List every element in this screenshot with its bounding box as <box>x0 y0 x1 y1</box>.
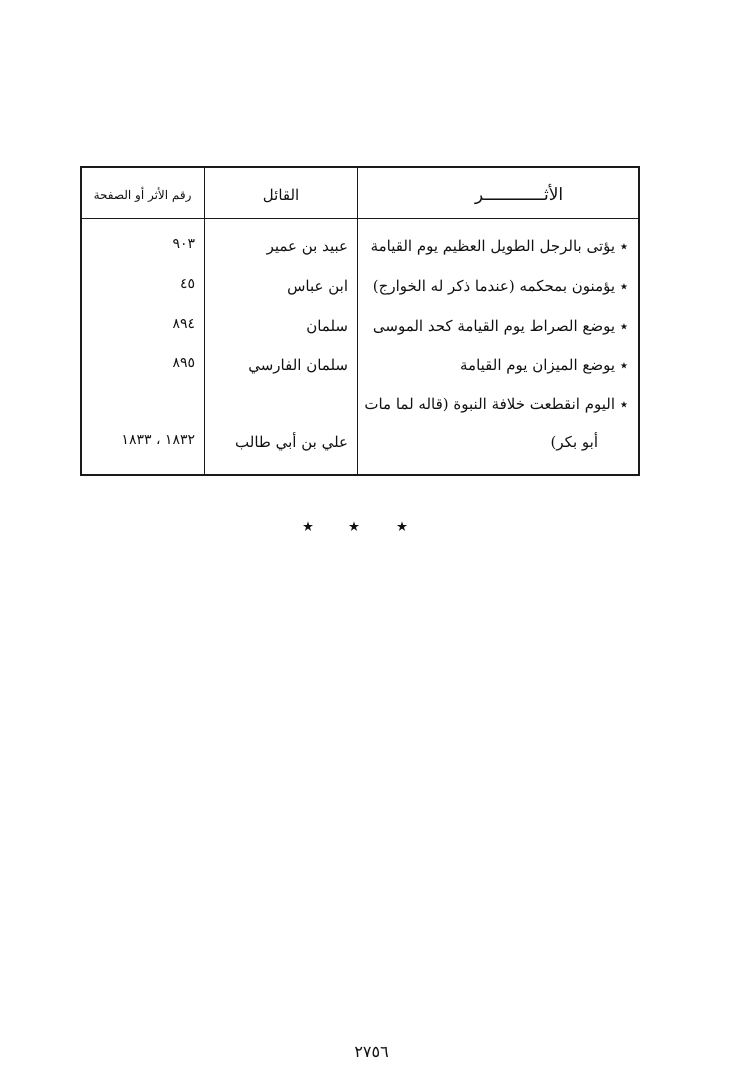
row-qail: عبيد بن عمير <box>266 237 348 255</box>
row-page: ٤٥ <box>179 276 195 292</box>
row-qail: سلمان <box>306 317 348 335</box>
row-qail: سلمان الفارسي <box>248 356 348 374</box>
header-rule <box>82 218 638 219</box>
row-page: ٨٩٥ <box>172 355 195 371</box>
column-divider <box>357 168 358 474</box>
row-athar-continuation: أبو بكر) <box>550 433 598 451</box>
separator-star: ٭ <box>348 514 360 539</box>
row-athar: ٭ يوضع الميزان يوم القيامة <box>460 356 628 374</box>
separator-star: ٭ <box>302 514 314 539</box>
row-qail: ابن عباس <box>287 277 348 295</box>
row-athar: ٭ اليوم انقطعت خلافة النبوة (قاله لما مات <box>364 395 628 413</box>
header-page-number: رقم الأثر أو الصفحة <box>93 188 192 202</box>
row-page: ٩٠٣ <box>172 236 195 252</box>
separator-star: ٭ <box>396 514 408 539</box>
row-athar: ٭ يؤتى بالرجل الطويل العظيم يوم القيامة <box>370 237 628 255</box>
row-athar: ٭ يوضع الصراط يوم القيامة كحد الموسى <box>372 317 628 335</box>
row-athar: ٭ يؤمنون بمحكمه (عندما ذكر له الخوارج) <box>372 277 628 295</box>
page-number: ٢٧٥٦ <box>354 1042 389 1061</box>
header-athar: الأثــــــــــــر <box>474 185 564 205</box>
athar-index-table <box>80 166 640 476</box>
column-divider <box>204 168 205 474</box>
row-qail: علي بن أبي طالب <box>235 433 348 451</box>
row-page: ١٨٣٢ ، ١٨٣٣ <box>121 432 195 448</box>
header-qail: القائل <box>262 186 300 204</box>
row-page: ٨٩٤ <box>172 316 195 332</box>
